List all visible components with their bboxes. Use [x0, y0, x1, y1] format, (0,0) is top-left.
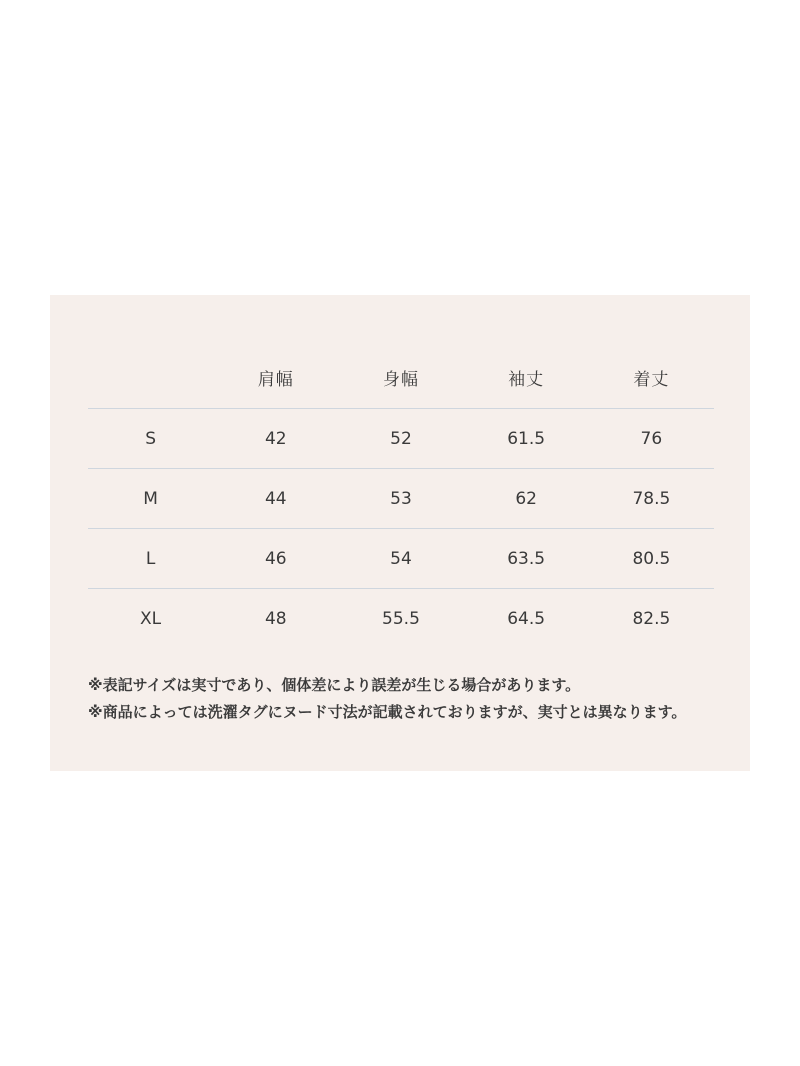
table-cell: 55.5	[382, 608, 420, 629]
size-label-cell: L	[88, 529, 213, 589]
size-label-cell: XL	[140, 608, 162, 629]
size-label-cell: S	[88, 409, 213, 469]
table-cell: 42	[213, 409, 338, 469]
header-cell-body-width: 身幅	[338, 347, 463, 409]
header-cell-total-length: 着丈	[589, 347, 714, 409]
table-row	[88, 469, 714, 529]
table-cell: 53	[338, 469, 463, 529]
size-table	[88, 347, 714, 648]
note-measurement: ※表記サイズは実寸であり、個体差により誤差が生じる場合があります。	[88, 676, 581, 694]
table-cell: 78.5	[589, 469, 714, 529]
table-cell: 63.5	[464, 529, 589, 589]
table-cell: 44	[213, 469, 338, 529]
table-header-row	[88, 347, 714, 409]
table-cell: 64.5	[507, 608, 546, 629]
table-cell: 48	[264, 608, 287, 629]
table-cell: 54	[338, 529, 463, 589]
note-laundry-tag: ※商品によっては洗濯タグにヌード寸法が記載されておりますが、実寸とは異なります。	[88, 703, 687, 721]
size-label-cell: M	[88, 469, 213, 529]
size-notes	[88, 672, 718, 726]
table-row	[88, 529, 714, 589]
table-cell: 62	[464, 469, 589, 529]
table-cell: 76	[589, 409, 714, 469]
table-cell: 80.5	[589, 529, 714, 589]
table-cell: 52	[338, 409, 463, 469]
header-cell-shoulder-width: 肩幅	[213, 347, 338, 409]
table-cell: 82.5	[632, 608, 671, 629]
table-cell: 61.5	[464, 409, 589, 469]
header-cell-size	[88, 347, 213, 409]
table-cell: 46	[213, 529, 338, 589]
size-chart-panel	[50, 295, 750, 771]
table-row	[88, 409, 714, 469]
header-cell-sleeve-length: 袖丈	[464, 347, 589, 409]
table-row	[88, 589, 714, 649]
